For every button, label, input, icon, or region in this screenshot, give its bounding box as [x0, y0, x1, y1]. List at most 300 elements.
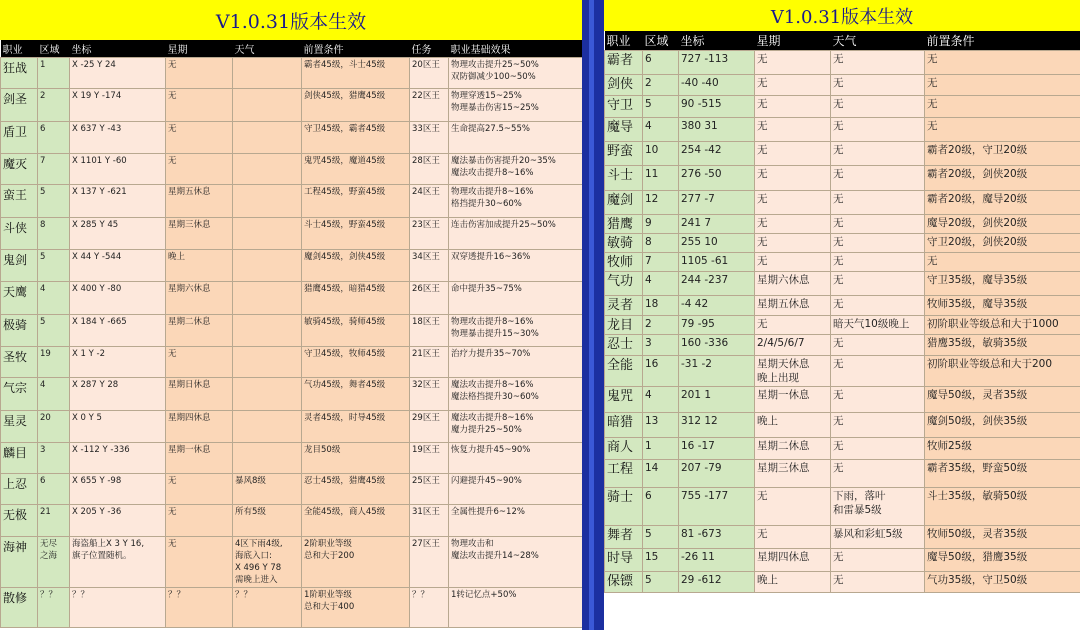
cell-effect: 1转记忆点+50%: [449, 587, 583, 627]
cell-weekday: 星期一休息: [166, 442, 233, 473]
cell-class: 蛮王: [1, 184, 38, 217]
cell-coords: X 44 Y -544: [70, 249, 166, 281]
cell-weekday: 星期六休息: [166, 281, 233, 314]
cell-weather: 4区下雨4级, 海底入口: X 496 Y 78 需晚上进入: [233, 536, 302, 587]
cell-weather: 无: [831, 412, 925, 437]
cell-prereq: 2阶职业等级 总和大于200: [302, 536, 410, 587]
right-title: V1.0.31版本生效: [604, 0, 1080, 31]
cell-weekday: 无: [755, 50, 831, 74]
table-row: [605, 295, 1080, 315]
table-row: [605, 233, 1080, 252]
cell-weekday: 星期二休息: [166, 314, 233, 346]
cell-class: 全能: [605, 355, 643, 386]
cell-coords: 241 7: [679, 214, 755, 233]
cell-area: 18: [643, 295, 679, 315]
cell-coords: -26 11: [679, 548, 755, 571]
cell-prereq: 气功35级，守卫50级: [925, 571, 1080, 592]
cell-class: 舞者: [605, 525, 643, 548]
cell-weather: 暗天气10级晚上: [831, 315, 925, 334]
cell-weather: 下雨，落叶 和雷暴5级: [831, 487, 925, 525]
cell-class: 敏骑: [605, 233, 643, 252]
cell-weekday: 无: [755, 74, 831, 95]
cell-weekday: 无: [166, 346, 233, 377]
cell-prereq: 鬼咒45级，魔道45级: [302, 153, 410, 184]
cell-class: 魔剑: [605, 190, 643, 214]
cell-weekday: 无: [755, 141, 831, 165]
cell-weather: [233, 281, 302, 314]
cell-prereq: 剑侠45级，猎鹰45级: [302, 88, 410, 121]
cell-weather: 无: [831, 571, 925, 592]
cell-weekday: 星期天休息 晚上出现: [755, 355, 831, 386]
cell-weekday: ？？: [166, 587, 233, 627]
cell-coords: 16 -17: [679, 437, 755, 459]
cell-prereq: 灵者45级，时导45级: [302, 410, 410, 442]
cell-class: 守卫: [605, 95, 643, 117]
table-row: [605, 355, 1080, 386]
cell-prereq: 全能45级，商人45级: [302, 504, 410, 536]
cell-coords: -4 42: [679, 295, 755, 315]
cell-weather: [233, 57, 302, 88]
cell-area: 无尽 之海: [38, 536, 70, 587]
cell-quest: 28区王: [410, 153, 449, 184]
table-row: [1, 504, 583, 536]
cell-class: 极骑: [1, 314, 38, 346]
cell-area: 5: [38, 314, 70, 346]
cell-prereq: 魔剑50级，剑侠35级: [925, 412, 1080, 437]
cell-area: 2: [643, 74, 679, 95]
cell-coords: 1105 -61: [679, 252, 755, 271]
table-row: [605, 95, 1080, 117]
cell-area: 9: [643, 214, 679, 233]
cell-class: 牧师: [605, 252, 643, 271]
cell-weekday: 无: [755, 117, 831, 141]
table-row: [605, 165, 1080, 190]
cell-weekday: 无: [755, 487, 831, 525]
cell-coords: X 19 Y -174: [70, 88, 166, 121]
right-header-row: [605, 31, 1080, 50]
cell-area: 4: [643, 271, 679, 295]
cell-coords: 380 31: [679, 117, 755, 141]
cell-class: 灵者: [605, 295, 643, 315]
cell-prereq: 魔导50级，猎鹰35级: [925, 548, 1080, 571]
cell-area: 2: [38, 88, 70, 121]
panel-divider: [582, 0, 604, 630]
cell-coords: 276 -50: [679, 165, 755, 190]
cell-weekday: 星期一休息: [755, 386, 831, 412]
table-row: [605, 190, 1080, 214]
cell-class: 鬼咒: [605, 386, 643, 412]
cell-class: 商人: [605, 437, 643, 459]
cell-area: 1: [38, 57, 70, 88]
cell-prereq: 霸者20级，剑侠20级: [925, 165, 1080, 190]
cell-effect: 物理攻击提升8~16% 物理暴击提升15~30%: [449, 314, 583, 346]
left-header-class: 职业: [1, 40, 38, 57]
right-header-area: 区域: [643, 31, 679, 50]
cell-class: 无极: [1, 504, 38, 536]
table-row: [1, 217, 583, 249]
cell-weekday: 星期六休息: [755, 271, 831, 295]
cell-coords: X 205 Y -36: [70, 504, 166, 536]
table-row: [1, 281, 583, 314]
cell-effect: 魔法攻击提升8~16% 魔力提升25~50%: [449, 410, 583, 442]
left-class-table: [0, 40, 582, 628]
table-row: [1, 153, 583, 184]
cell-coords: 254 -42: [679, 141, 755, 165]
cell-quest: 19区王: [410, 442, 449, 473]
cell-coords: 81 -673: [679, 525, 755, 548]
cell-weekday: 无: [755, 190, 831, 214]
cell-weather: [233, 88, 302, 121]
cell-class: 狂战: [1, 57, 38, 88]
cell-weekday: 无: [166, 57, 233, 88]
cell-class: 气功: [605, 271, 643, 295]
cell-prereq: 工程45级，野蛮45级: [302, 184, 410, 217]
cell-coords: X -112 Y -336: [70, 442, 166, 473]
cell-weather: [233, 377, 302, 410]
table-row: [1, 314, 583, 346]
cell-class: 剑侠: [605, 74, 643, 95]
cell-prereq: 初阶职业等级总和大于1000: [925, 315, 1080, 334]
right-class-table: [604, 31, 1080, 593]
cell-area: 6: [38, 473, 70, 504]
table-row: [1, 377, 583, 410]
cell-coords: X 1101 Y -60: [70, 153, 166, 184]
cell-weekday: 无: [755, 95, 831, 117]
cell-area: ？？: [38, 587, 70, 627]
cell-weather: 无: [831, 141, 925, 165]
cell-weather: [233, 314, 302, 346]
left-header-effect: 职业基础效果: [449, 40, 583, 57]
cell-quest: 32区王: [410, 377, 449, 410]
cell-class: 圣牧: [1, 346, 38, 377]
cell-area: 13: [643, 412, 679, 437]
right-header-coords: 坐标: [679, 31, 755, 50]
left-header-prereq: 前置条件: [302, 40, 410, 57]
cell-weekday: 星期三休息: [166, 217, 233, 249]
cell-coords: X 1 Y -2: [70, 346, 166, 377]
cell-coords: 727 -113: [679, 50, 755, 74]
cell-effect: 魔法暴击伤害提升20~35% 魔法攻击提升8~16%: [449, 153, 583, 184]
cell-coords: 255 10: [679, 233, 755, 252]
cell-prereq: 守卫35级，魔导35级: [925, 271, 1080, 295]
cell-coords: 海盗船上X 3 Y 16, 旗子位置随机。: [70, 536, 166, 587]
cell-weather: 无: [831, 548, 925, 571]
cell-area: 12: [643, 190, 679, 214]
table-row: [605, 459, 1080, 487]
cell-coords: 755 -177: [679, 487, 755, 525]
cell-area: 19: [38, 346, 70, 377]
cell-area: 5: [643, 525, 679, 548]
cell-area: 4: [643, 386, 679, 412]
table-row: [1, 442, 583, 473]
right-header-weekday: 星期: [755, 31, 831, 50]
cell-area: 8: [643, 233, 679, 252]
cell-class: 星灵: [1, 410, 38, 442]
table-row: [605, 315, 1080, 334]
cell-class: 魔导: [605, 117, 643, 141]
cell-weekday: 星期三休息: [755, 459, 831, 487]
cell-prereq: 霸者20级，守卫20级: [925, 141, 1080, 165]
right-header-prereq: 前置条件: [925, 31, 1080, 50]
cell-class: 散修: [1, 587, 38, 627]
cell-quest: 33区王: [410, 121, 449, 153]
cell-prereq: 忍士45级，猎鹰45级: [302, 473, 410, 504]
cell-area: 16: [643, 355, 679, 386]
cell-prereq: 无: [925, 117, 1080, 141]
cell-effect: 命中提升35~75%: [449, 281, 583, 314]
cell-class: 剑圣: [1, 88, 38, 121]
cell-area: 21: [38, 504, 70, 536]
cell-weekday: 星期五休息: [755, 295, 831, 315]
cell-class: 野蛮: [605, 141, 643, 165]
table-row: [1, 57, 583, 88]
cell-prereq: 初阶职业等级总和大于200: [925, 355, 1080, 386]
cell-area: 4: [643, 117, 679, 141]
table-row: [605, 74, 1080, 95]
cell-weather: [233, 410, 302, 442]
cell-class: 鬼剑: [1, 249, 38, 281]
cell-weather: 暴风和彩虹5级: [831, 525, 925, 548]
table-row: [605, 141, 1080, 165]
cell-prereq: 守卫45级，霸者45级: [302, 121, 410, 153]
table-row: [605, 50, 1080, 74]
cell-prereq: 无: [925, 50, 1080, 74]
left-title: V1.0.31版本生效: [0, 0, 582, 40]
cell-area: 7: [38, 153, 70, 184]
cell-weather: [233, 184, 302, 217]
cell-weather: [233, 121, 302, 153]
cell-weather: 无: [831, 459, 925, 487]
cell-coords: X -25 Y 24: [70, 57, 166, 88]
cell-quest: 27区王: [410, 536, 449, 587]
cell-weather: 无: [831, 334, 925, 355]
cell-coords: X 0 Y 5: [70, 410, 166, 442]
right-header-weather: 天气: [831, 31, 925, 50]
cell-prereq: 斗士35级，敏骑50级: [925, 487, 1080, 525]
table-row: [605, 334, 1080, 355]
left-header-area: 区域: [38, 40, 70, 57]
cell-prereq: 牧师50级，灵者35级: [925, 525, 1080, 548]
cell-weekday: 无: [166, 473, 233, 504]
cell-class: 忍士: [605, 334, 643, 355]
cell-class: 上忍: [1, 473, 38, 504]
cell-area: 2: [643, 315, 679, 334]
cell-coords: X 400 Y -80: [70, 281, 166, 314]
cell-weather: 无: [831, 74, 925, 95]
table-row: [1, 587, 583, 627]
cell-effect: 物理攻击提升8~16% 格挡提升30~60%: [449, 184, 583, 217]
cell-weekday: 无: [755, 165, 831, 190]
cell-weather: 所有5级: [233, 504, 302, 536]
cell-coords: X 285 Y 45: [70, 217, 166, 249]
cell-area: 3: [643, 334, 679, 355]
cell-area: 8: [38, 217, 70, 249]
table-row: [605, 117, 1080, 141]
cell-coords: 79 -95: [679, 315, 755, 334]
cell-weekday: 星期四休息: [755, 548, 831, 571]
cell-class: 工程: [605, 459, 643, 487]
cell-effect: 魔法攻击提升8~16% 魔法格挡提升30~60%: [449, 377, 583, 410]
left-header-weekday: 星期: [166, 40, 233, 57]
cell-quest: 20区王: [410, 57, 449, 88]
cell-area: 5: [643, 95, 679, 117]
cell-prereq: 龙目50级: [302, 442, 410, 473]
cell-weather: ？？: [233, 587, 302, 627]
cell-quest: 22区王: [410, 88, 449, 121]
left-header-coords: 坐标: [70, 40, 166, 57]
cell-weather: [233, 217, 302, 249]
cell-area: 6: [643, 50, 679, 74]
cell-area: 7: [643, 252, 679, 271]
table-row: [1, 184, 583, 217]
cell-weather: 无: [831, 252, 925, 271]
cell-quest: 23区王: [410, 217, 449, 249]
cell-coords: 244 -237: [679, 271, 755, 295]
cell-weather: 无: [831, 50, 925, 74]
cell-class: 天鹰: [1, 281, 38, 314]
cell-weekday: 晚上: [166, 249, 233, 281]
cell-area: 3: [38, 442, 70, 473]
cell-quest: 29区王: [410, 410, 449, 442]
cell-weather: [233, 153, 302, 184]
cell-coords: 207 -79: [679, 459, 755, 487]
cell-effect: 治疗力提升35~70%: [449, 346, 583, 377]
left-header-row: [1, 40, 583, 57]
cell-weather: 暴风8级: [233, 473, 302, 504]
cell-weekday: 无: [166, 536, 233, 587]
cell-prereq: 1阶职业等级 总和大于400: [302, 587, 410, 627]
cell-area: 4: [38, 281, 70, 314]
left-header-weather: 天气: [233, 40, 302, 57]
table-row: [605, 548, 1080, 571]
cell-prereq: 霸者45级，斗士45级: [302, 57, 410, 88]
cell-weekday: 无: [755, 214, 831, 233]
cell-coords: 312 12: [679, 412, 755, 437]
cell-quest: 34区王: [410, 249, 449, 281]
cell-weather: [233, 346, 302, 377]
cell-weekday: 晚上: [755, 412, 831, 437]
cell-coords: X 184 Y -665: [70, 314, 166, 346]
cell-weekday: 星期五休息: [166, 184, 233, 217]
cell-weekday: 无: [755, 252, 831, 271]
cell-quest: 25区王: [410, 473, 449, 504]
cell-weekday: 无: [755, 315, 831, 334]
cell-effect: 生命提高27.5~55%: [449, 121, 583, 153]
cell-weekday: 星期四休息: [166, 410, 233, 442]
cell-coords: -31 -2: [679, 355, 755, 386]
cell-prereq: 守卫45级，牧师45级: [302, 346, 410, 377]
cell-weather: [233, 442, 302, 473]
cell-area: 6: [38, 121, 70, 153]
right-table-panel: [604, 0, 1080, 630]
cell-effect: 物理攻击和 魔法攻击提升14~28%: [449, 536, 583, 587]
cell-weather: 无: [831, 214, 925, 233]
table-row: [605, 214, 1080, 233]
cell-area: 15: [643, 548, 679, 571]
cell-prereq: 魔剑45级，剑侠45级: [302, 249, 410, 281]
cell-area: 5: [643, 571, 679, 592]
cell-class: 时导: [605, 548, 643, 571]
cell-weekday: 2/4/5/6/7: [755, 334, 831, 355]
table-row: [1, 473, 583, 504]
cell-area: 20: [38, 410, 70, 442]
cell-class: 保镖: [605, 571, 643, 592]
cell-class: 暗猎: [605, 412, 643, 437]
cell-area: 11: [643, 165, 679, 190]
cell-area: 5: [38, 249, 70, 281]
cell-quest: 24区王: [410, 184, 449, 217]
cell-class: 骑士: [605, 487, 643, 525]
cell-weather: 无: [831, 165, 925, 190]
cell-effect: 恢复力提升45~90%: [449, 442, 583, 473]
cell-prereq: 无: [925, 252, 1080, 271]
cell-prereq: 斗士45级，野蛮45级: [302, 217, 410, 249]
cell-coords: 277 -7: [679, 190, 755, 214]
cell-coords: X 637 Y -43: [70, 121, 166, 153]
cell-prereq: 无: [925, 95, 1080, 117]
cell-weather: 无: [831, 295, 925, 315]
cell-prereq: 守卫20级，剑侠20级: [925, 233, 1080, 252]
cell-class: 盾卫: [1, 121, 38, 153]
table-row: [605, 487, 1080, 525]
cell-weekday: 星期日休息: [166, 377, 233, 410]
cell-effect: 连击伤害加成提升25~50%: [449, 217, 583, 249]
cell-class: 海神: [1, 536, 38, 587]
cell-coords: X 287 Y 28: [70, 377, 166, 410]
cell-area: 4: [38, 377, 70, 410]
cell-prereq: 魔导50级，灵者35级: [925, 386, 1080, 412]
cell-class: 麟目: [1, 442, 38, 473]
cell-effect: 双穿透提升16~36%: [449, 249, 583, 281]
table-row: [605, 571, 1080, 592]
cell-quest: 26区王: [410, 281, 449, 314]
cell-effect: 物理穿透15~25% 物理暴击伤害15~25%: [449, 88, 583, 121]
cell-prereq: 魔导20级，剑侠20级: [925, 214, 1080, 233]
cell-quest: 21区王: [410, 346, 449, 377]
cell-coords: 90 -515: [679, 95, 755, 117]
cell-area: 5: [38, 184, 70, 217]
cell-weekday: 无: [755, 525, 831, 548]
cell-weekday: 无: [755, 233, 831, 252]
table-row: [1, 249, 583, 281]
table-row: [605, 412, 1080, 437]
cell-class: 斗侠: [1, 217, 38, 249]
cell-weekday: 星期二休息: [755, 437, 831, 459]
table-row: [605, 386, 1080, 412]
cell-area: 10: [643, 141, 679, 165]
cell-area: 14: [643, 459, 679, 487]
cell-coords: X 137 Y -621: [70, 184, 166, 217]
cell-quest: 18区王: [410, 314, 449, 346]
cell-class: 斗士: [605, 165, 643, 190]
cell-weekday: 无: [166, 153, 233, 184]
cell-prereq: 牧师35级，魔导35级: [925, 295, 1080, 315]
table-row: [605, 252, 1080, 271]
table-row: [1, 346, 583, 377]
cell-coords: 29 -612: [679, 571, 755, 592]
cell-area: 1: [643, 437, 679, 459]
table-row: [1, 121, 583, 153]
cell-class: 霸者: [605, 50, 643, 74]
cell-weekday: 晚上: [755, 571, 831, 592]
cell-area: 6: [643, 487, 679, 525]
cell-effect: 全属性提升6~12%: [449, 504, 583, 536]
cell-weather: 无: [831, 95, 925, 117]
cell-weekday: 无: [166, 504, 233, 536]
cell-weather: 无: [831, 117, 925, 141]
table-row: [605, 271, 1080, 295]
cell-weather: 无: [831, 355, 925, 386]
